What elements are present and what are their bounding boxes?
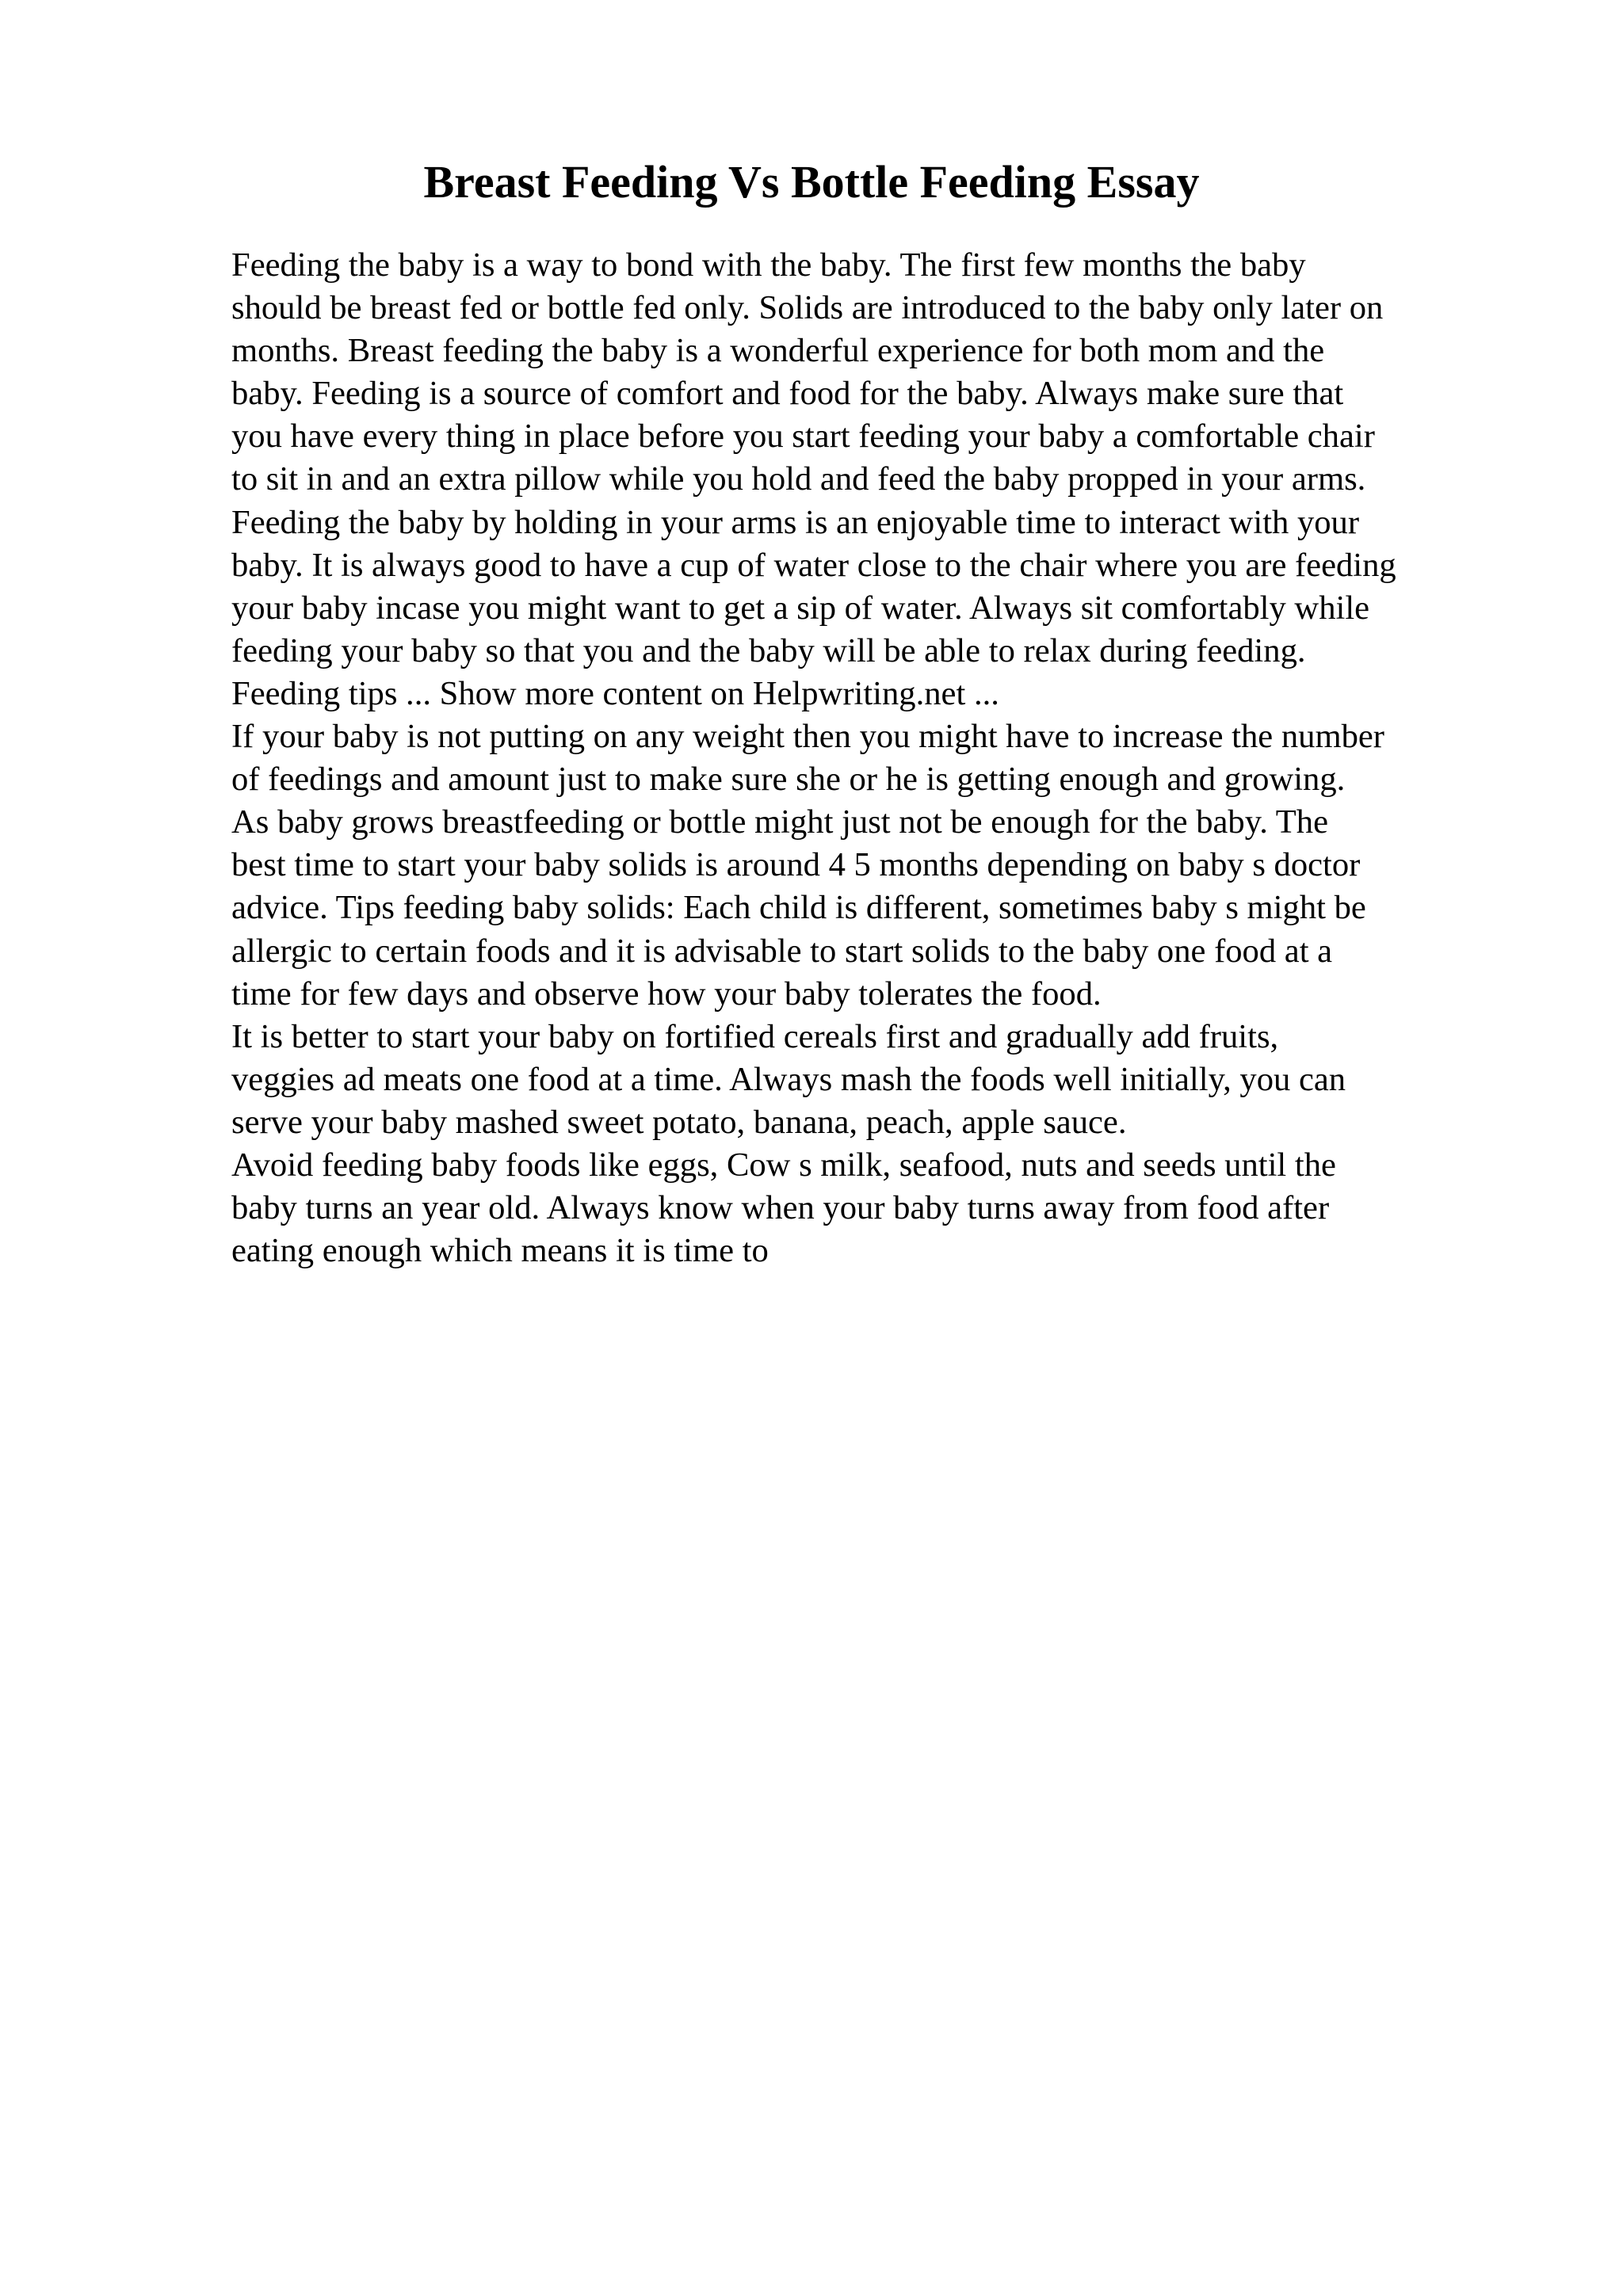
body-line: allergic to certain foods and it is advisable to start solids to the baby one food at a bbox=[231, 932, 1333, 970]
body-line: of feedings and amount just to make sure she or he is getting enough and growing. bbox=[231, 761, 1346, 799]
body-line: veggies ad meats one food at a time. Always mash the foods well initially, you can bbox=[231, 1060, 1346, 1098]
body-line: eating enough which means it is time to bbox=[231, 1232, 769, 1270]
body-line: time for few days and observe how your baby tolerates the food. bbox=[231, 974, 1102, 1013]
body-line: serve your baby mashed sweet potato, banana, peach, apple sauce. bbox=[231, 1103, 1127, 1141]
body-line: best time to start your baby solids is around 4 5 months depending on baby s doctor bbox=[231, 846, 1361, 884]
body-line: If your baby is not putting on any weight then you might have to increase the number bbox=[231, 718, 1384, 756]
body-line: Feeding the baby by holding in your arms is an enjoyable time to interact with your bbox=[231, 503, 1360, 541]
document-title: Breast Feeding Vs Bottle Feeding Essay bbox=[423, 156, 1200, 208]
body-line: Feeding tips ... Show more content on Helpwriting.net ... bbox=[231, 674, 999, 712]
body-line: advice. Tips feeding baby solids: Each child is different, sometimes baby s might be bbox=[231, 889, 1366, 927]
body-line: Feeding the baby is a way to bond with the baby. The first few months the baby bbox=[231, 246, 1306, 284]
body-line: feeding your baby so that you and the baby will be able to relax during feeding. bbox=[231, 631, 1306, 669]
body-line: your baby incase you might want to get a sip of water. Always sit comfortably while bbox=[231, 589, 1370, 627]
body-line: As baby grows breastfeeding or bottle might just not be enough for the baby. The bbox=[231, 803, 1329, 841]
body-line: you have every thing in place before you start feeding your baby a comfortable chair bbox=[231, 418, 1375, 456]
body-line: to sit in and an extra pillow while you hold and feed the baby propped in your arms. bbox=[231, 460, 1366, 498]
body-line: baby. It is always good to have a cup of water close to the chair where you are feeding bbox=[231, 546, 1396, 584]
body-line: Avoid feeding baby foods like eggs, Cow s milk, seafood, nuts and seeds until the bbox=[231, 1146, 1336, 1184]
body-line: baby turns an year old. Always know when your baby turns away from food after bbox=[231, 1189, 1330, 1227]
body-line: baby. Feeding is a source of comfort and food for the baby. Always make sure that bbox=[231, 375, 1344, 413]
body-line: should be breast fed or bottle fed only. Solids are introduced to the baby only later on bbox=[231, 289, 1384, 327]
body-line: It is better to start your baby on fortified cereals first and gradually add fruits, bbox=[231, 1017, 1279, 1055]
body-line: months. Breast feeding the baby is a wonderful experience for both mom and the bbox=[231, 332, 1325, 370]
document-body bbox=[231, 244, 1515, 1272]
